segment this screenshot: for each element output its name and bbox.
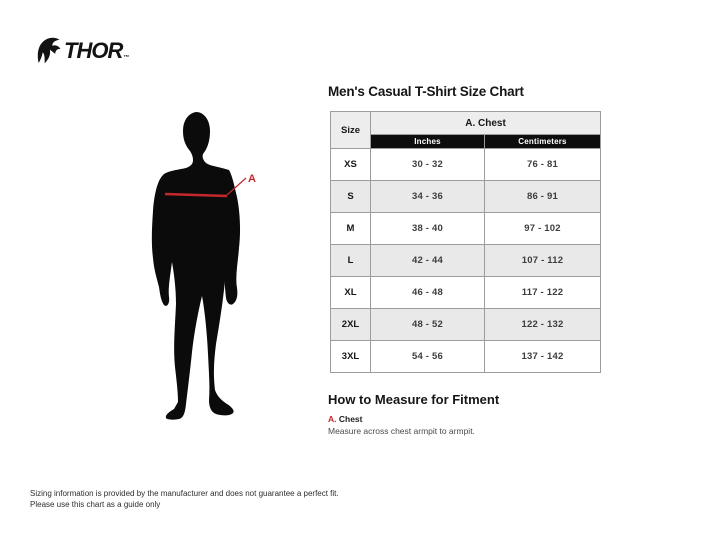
page-title: Men's Casual T-Shirt Size Chart xyxy=(328,84,524,99)
centimeters-cell: 107 - 112 xyxy=(485,245,601,277)
table-header-row-group xyxy=(331,112,601,135)
size-table-body xyxy=(331,149,601,373)
table-header-row-units xyxy=(331,135,601,149)
centimeters-column-header: Centimeters xyxy=(485,135,601,149)
thor-logo-wordmark: THOR xyxy=(64,37,123,63)
centimeters-cell: 117 - 122 xyxy=(485,277,601,309)
thor-horned-head-icon xyxy=(36,37,62,64)
inches-cell: 34 - 36 xyxy=(371,181,485,213)
table-row-xl xyxy=(331,277,601,309)
inches-cell: 38 - 40 xyxy=(371,213,485,245)
centimeters-cell: 97 - 102 xyxy=(485,213,601,245)
size-column-header: Size xyxy=(331,112,371,149)
inches-cell: 46 - 48 xyxy=(371,277,485,309)
size-cell: XL xyxy=(331,277,371,309)
measure-item-description: Measure across chest armpit to armpit. xyxy=(328,426,475,436)
measure-item-name: Chest xyxy=(338,414,363,424)
centimeters-cell: 122 - 132 xyxy=(485,309,601,341)
size-chart-table xyxy=(330,111,601,373)
chest-group-header: A. Chest xyxy=(371,112,601,135)
inches-cell: 30 - 32 xyxy=(371,149,485,181)
measure-section-heading: How to Measure for Fitment xyxy=(328,392,500,407)
size-cell: S xyxy=(331,181,371,213)
sizing-disclaimer xyxy=(30,488,339,510)
table-row-s xyxy=(331,181,601,213)
male-silhouette-shape xyxy=(152,112,240,420)
inches-cell: 54 - 56 xyxy=(371,341,485,373)
inches-cell: 42 - 44 xyxy=(371,245,485,277)
measure-item-label xyxy=(328,414,363,424)
table-row-3xl xyxy=(331,341,601,373)
inches-column-header: Inches xyxy=(371,135,485,149)
centimeters-cell: 86 - 91 xyxy=(485,181,601,213)
size-cell: M xyxy=(331,213,371,245)
centimeters-cell: 137 - 142 xyxy=(485,341,601,373)
inches-cell: 48 - 52 xyxy=(371,309,485,341)
size-cell: 2XL xyxy=(331,309,371,341)
table-row-2xl xyxy=(331,309,601,341)
thor-logo xyxy=(36,37,129,64)
size-cell: XS xyxy=(331,149,371,181)
table-row-l xyxy=(331,245,601,277)
table-row-xs xyxy=(331,149,601,181)
centimeters-cell: 76 - 81 xyxy=(485,149,601,181)
measure-item-key: A. xyxy=(328,414,337,424)
thor-logo-trademark: ™ xyxy=(123,55,130,61)
disclaimer-line-2: Please use this chart as a guide only xyxy=(30,500,161,510)
size-cell: 3XL xyxy=(331,341,371,373)
chest-label-a: A xyxy=(248,173,256,185)
table-row-m xyxy=(331,213,601,245)
disclaimer-line-1: Sizing information is provided by the manufacturer and does not guarantee a perfect fit. xyxy=(30,489,339,498)
size-cell: L xyxy=(331,245,371,277)
body-silhouette-figure xyxy=(150,112,282,424)
